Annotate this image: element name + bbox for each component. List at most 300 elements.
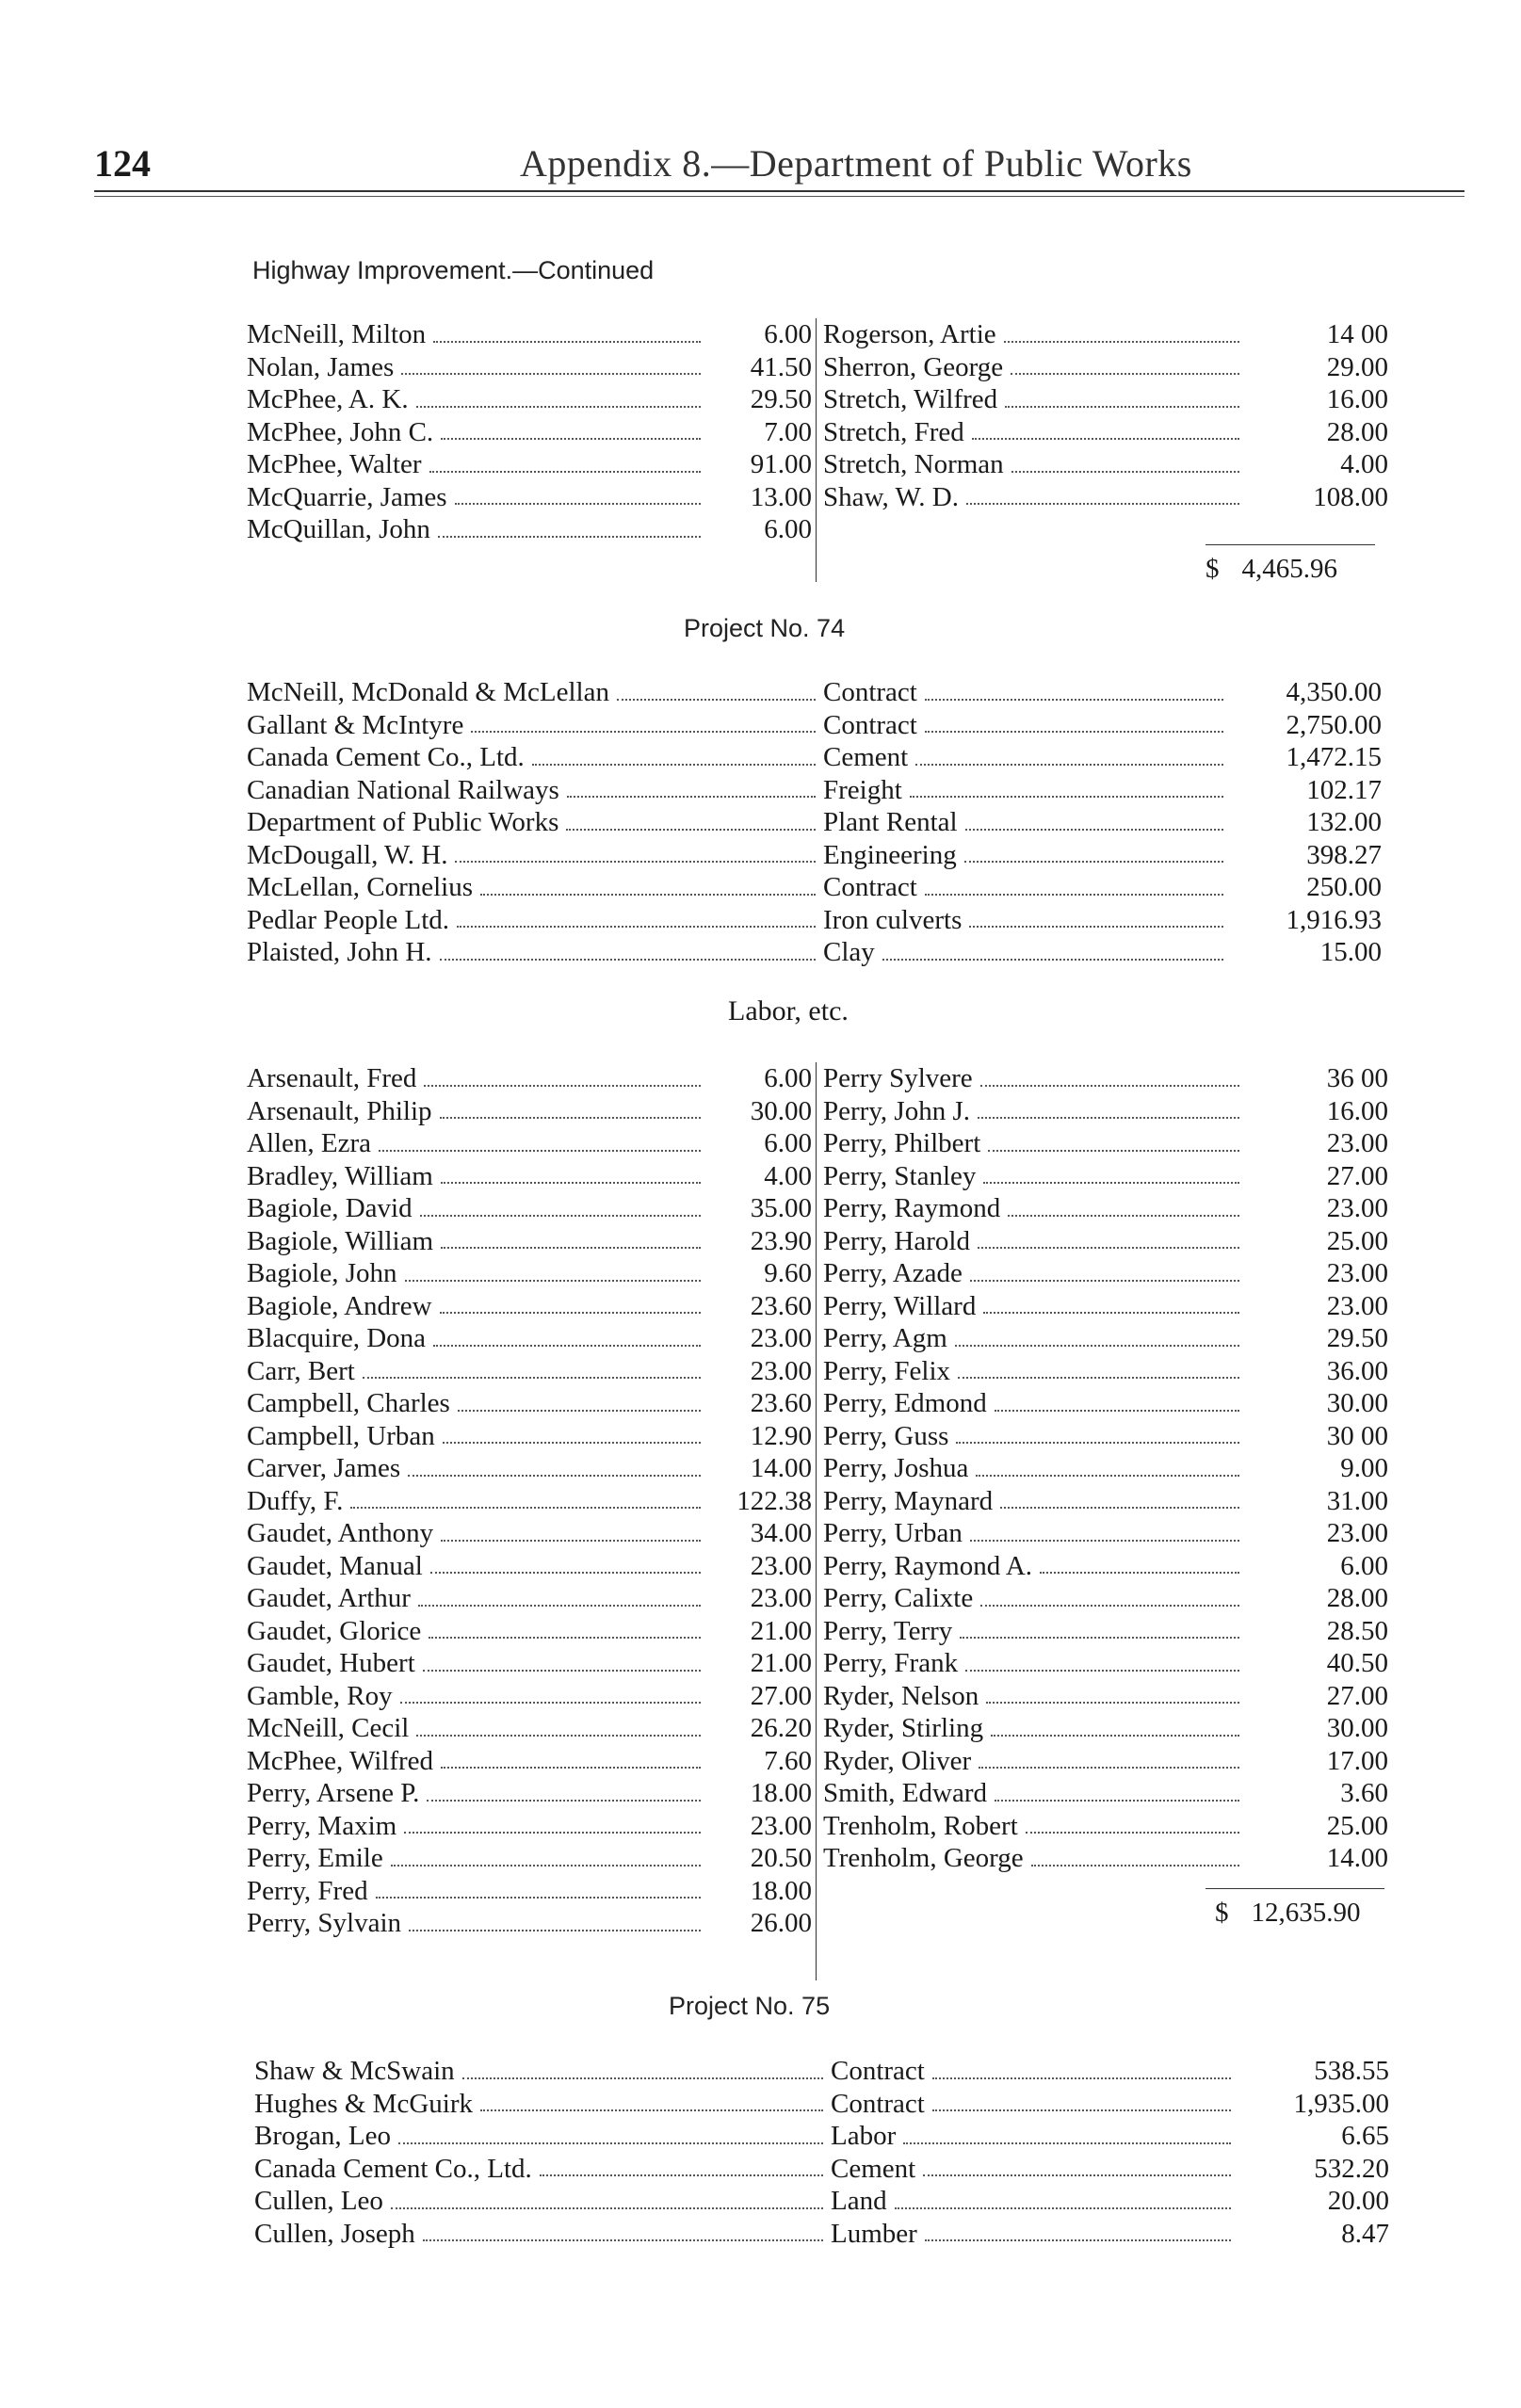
- entry-name: Campbell, Urban: [247, 1420, 435, 1451]
- table-row: [247, 448, 812, 481]
- entry-amount: 9.60: [764, 1258, 812, 1288]
- leader-dots: [1004, 341, 1239, 343]
- highway-right-column: [823, 318, 1388, 513]
- leader-dots: [995, 1800, 1239, 1802]
- entry-description: Plant Rental: [823, 807, 958, 837]
- leader-dots: [416, 406, 701, 408]
- leader-dots: [480, 894, 816, 896]
- entry-amount: 25.00: [1326, 1810, 1388, 1841]
- entry-name: Campbell, Charles: [247, 1388, 450, 1418]
- entry-amount: 6.00: [764, 1128, 812, 1158]
- leader-dots: [350, 1507, 701, 1509]
- entry-name: Perry, Joshua: [823, 1453, 969, 1483]
- entry-name: Hughes & McGuirk: [254, 2088, 473, 2119]
- leader-dots: [617, 699, 816, 701]
- entry-name: Rogerson, Artie: [823, 319, 996, 349]
- table-row: [247, 1842, 812, 1875]
- leader-dots: [567, 796, 816, 798]
- labor-total: [1215, 1898, 1361, 1929]
- table-row: [823, 1842, 1388, 1875]
- entry-name: Ryder, Oliver: [823, 1745, 972, 1776]
- leader-dots: [455, 503, 701, 505]
- leader-dots: [441, 1540, 701, 1542]
- leader-dots: [455, 861, 816, 863]
- entry-name: Shaw & McSwain: [254, 2056, 455, 2086]
- entry-name: Canadian National Railways: [247, 774, 559, 805]
- entry-name: Perry, Emile: [247, 1843, 383, 1873]
- entry-description: Land: [831, 2186, 887, 2216]
- entry-name: Plaisted, John H.: [247, 937, 432, 967]
- entry-name: Trenholm, George: [823, 1843, 1024, 1873]
- entry-name: Bagiole, Andrew: [247, 1290, 432, 1321]
- entry-amount: 25.00: [1326, 1225, 1388, 1256]
- entry-amount: 108.00: [1313, 481, 1388, 512]
- entry-name: Cullen, Leo: [254, 2186, 383, 2216]
- table-row: [823, 1810, 1388, 1843]
- leader-dots: [965, 1670, 1239, 1672]
- entry-description: Contract: [831, 2056, 925, 2086]
- table-row: [247, 1322, 812, 1355]
- entry-name: Perry, Arsene P.: [247, 1778, 420, 1808]
- table-row: [254, 2185, 1389, 2218]
- table-row: [823, 1387, 1388, 1420]
- entry-amount: 23.90: [750, 1225, 812, 1256]
- entry-amount: 102.17: [1306, 774, 1382, 805]
- entry-amount: 9.00: [1340, 1453, 1388, 1483]
- leader-dots: [532, 764, 816, 766]
- entry-name: Gamble, Roy: [247, 1680, 393, 1711]
- table-row: [823, 1095, 1388, 1128]
- entry-name: Perry, Willard: [823, 1290, 977, 1321]
- entry-amount: 12.90: [750, 1420, 812, 1451]
- entry-description: Labor: [831, 2121, 897, 2151]
- table-row: [247, 1615, 812, 1648]
- table-row: [247, 1907, 812, 1940]
- entry-name: Canada Cement Co., Ltd.: [254, 2153, 532, 2184]
- entry-name: Brogan, Leo: [254, 2121, 391, 2151]
- leader-dots: [983, 1312, 1239, 1314]
- entry-name: Arsenault, Philip: [247, 1095, 432, 1126]
- leader-dots: [420, 1215, 701, 1217]
- entry-amount: 13.00: [750, 481, 812, 512]
- entry-name: Carver, James: [247, 1453, 401, 1483]
- table-row: [823, 1355, 1388, 1388]
- leader-dots: [932, 2109, 1231, 2111]
- section-heading-project-75: Project No. 75: [669, 1992, 831, 2020]
- entry-amount: 23.00: [1326, 1193, 1388, 1223]
- entry-amount: 28.00: [1326, 416, 1388, 447]
- table-row: [823, 318, 1388, 351]
- table-row: [823, 1680, 1388, 1713]
- leader-dots: [441, 1182, 701, 1184]
- entry-name: Stretch, Norman: [823, 449, 1004, 479]
- table-row: [247, 1387, 812, 1420]
- entry-amount: 31.00: [1326, 1485, 1388, 1516]
- leader-dots: [457, 926, 816, 928]
- leader-dots: [423, 2239, 823, 2241]
- total-currency: $: [1205, 554, 1220, 584]
- entry-amount: 21.00: [750, 1615, 812, 1646]
- highway-table: [247, 318, 1391, 563]
- entry-name: Gaudet, Anthony: [247, 1518, 434, 1548]
- entry-name: Perry, Raymond A.: [823, 1550, 1033, 1581]
- page-title: Appendix 8.—Department of Public Works: [520, 142, 1192, 185]
- entry-amount: 4.00: [764, 1160, 812, 1191]
- entry-name: Cullen, Joseph: [254, 2218, 415, 2249]
- leader-dots: [986, 1702, 1239, 1704]
- table-row: [247, 1257, 812, 1290]
- entry-amount: 34.00: [750, 1518, 812, 1548]
- table-row: [823, 481, 1388, 514]
- leader-dots: [424, 1085, 701, 1087]
- entry-name: Pedlar People Ltd.: [247, 904, 450, 935]
- entry-description: Contract: [823, 709, 917, 740]
- entry-name: Arsenault, Fred: [247, 1063, 417, 1093]
- leader-dots: [1026, 1832, 1239, 1834]
- entry-name: Perry, Urban: [823, 1518, 963, 1548]
- leader-dots: [398, 2142, 823, 2144]
- entry-name: Perry, Azade: [823, 1258, 963, 1288]
- table-row: [247, 1875, 812, 1908]
- leader-dots: [972, 438, 1239, 440]
- table-row: [247, 1192, 812, 1225]
- leader-dots: [965, 829, 1223, 831]
- table-row: [823, 1582, 1388, 1615]
- leader-dots: [566, 829, 816, 831]
- entry-amount: 36.00: [1326, 1355, 1388, 1386]
- leader-dots: [932, 2077, 1231, 2079]
- leader-dots: [433, 341, 701, 343]
- entry-amount: 27.00: [1326, 1160, 1388, 1191]
- column-divider: [816, 318, 817, 582]
- table-row: [247, 416, 812, 449]
- entry-amount: 23.00: [750, 1323, 812, 1353]
- leader-dots: [1011, 471, 1239, 473]
- leader-dots: [433, 1345, 701, 1347]
- entry-name: Perry, Calixte: [823, 1583, 974, 1613]
- table-row: [247, 1452, 812, 1485]
- entry-name: McPhee, Walter: [247, 449, 422, 479]
- entry-amount: 23.60: [750, 1290, 812, 1321]
- entry-name: McNeill, McDonald & McLellan: [247, 677, 609, 707]
- labor-table: [247, 1062, 1391, 1966]
- table-row: [247, 1127, 812, 1160]
- entry-name: McPhee, John C.: [247, 416, 434, 447]
- table-row: [247, 936, 1382, 969]
- entry-name: Perry, Edmond: [823, 1388, 987, 1418]
- table-row: [823, 1745, 1388, 1778]
- leader-dots: [995, 1410, 1239, 1412]
- entry-description: Iron culverts: [823, 904, 963, 935]
- leader-dots: [376, 1897, 701, 1899]
- entry-amount: 35.00: [750, 1193, 812, 1223]
- project-75-table: [254, 2055, 1389, 2250]
- entry-amount: 122.38: [736, 1485, 812, 1516]
- table-row: [823, 1420, 1388, 1453]
- table-row: [823, 351, 1388, 384]
- table-row: [247, 351, 812, 384]
- entry-amount: 23.00: [1326, 1518, 1388, 1548]
- leader-dots: [471, 731, 816, 733]
- entry-name: McDougall, W. H.: [247, 839, 448, 870]
- entry-amount: 538.55: [1314, 2056, 1389, 2086]
- table-row: [823, 1647, 1388, 1680]
- entry-amount: 7.00: [764, 416, 812, 447]
- leader-dots: [988, 1150, 1239, 1152]
- entry-name: McNeill, Milton: [247, 319, 427, 349]
- leader-dots: [978, 1247, 1239, 1249]
- table-row: [823, 1712, 1388, 1745]
- entry-amount: 6.00: [1340, 1550, 1388, 1581]
- leader-dots: [438, 536, 701, 538]
- table-row: [247, 806, 1382, 839]
- entry-name: Gaudet, Arthur: [247, 1583, 411, 1613]
- entry-name: Duffy, F.: [247, 1485, 344, 1516]
- labor-right-column: [823, 1062, 1388, 1875]
- entry-amount: 30.00: [750, 1095, 812, 1126]
- leader-dots: [441, 1767, 701, 1769]
- entry-amount: 30.00: [1326, 1388, 1388, 1418]
- entry-name: Perry, Felix: [823, 1355, 951, 1386]
- entry-name: Perry Sylvere: [823, 1063, 973, 1093]
- section-heading-project-74: Project No. 74: [684, 614, 846, 642]
- entry-name: Bagiole, David: [247, 1193, 413, 1223]
- leader-dots: [440, 959, 816, 961]
- entry-amount: 8.47: [1341, 2218, 1389, 2249]
- entry-amount: 91.00: [750, 449, 812, 479]
- entry-name: McLellan, Cornelius: [247, 872, 474, 902]
- leader-dots: [441, 1247, 701, 1249]
- entry-name: Perry, Frank: [823, 1648, 959, 1678]
- table-row: [823, 1290, 1388, 1323]
- total-amount: 12,635.90: [1251, 1898, 1361, 1928]
- entry-description: Engineering: [823, 839, 957, 870]
- leader-dots: [991, 1735, 1239, 1737]
- entry-name: Ryder, Stirling: [823, 1713, 984, 1743]
- leader-dots: [427, 1800, 701, 1802]
- entry-name: McQuillan, John: [247, 514, 430, 544]
- entry-amount: 41.50: [750, 351, 812, 382]
- entry-amount: 26.20: [750, 1713, 812, 1743]
- entry-amount: 250.00: [1306, 872, 1382, 902]
- table-row: [247, 1517, 812, 1550]
- entry-name: Gaudet, Manual: [247, 1550, 423, 1581]
- entry-name: Perry, Guss: [823, 1420, 949, 1451]
- leader-dots: [409, 1930, 701, 1931]
- entry-description: Contract: [831, 2088, 925, 2119]
- table-row: [247, 318, 812, 351]
- table-row: [823, 1127, 1388, 1160]
- table-row: [823, 1160, 1388, 1193]
- entry-amount: 6.00: [764, 1063, 812, 1093]
- entry-name: Perry, John J.: [823, 1095, 971, 1126]
- entry-name: Sherron, George: [823, 351, 1004, 382]
- leader-dots: [969, 926, 1223, 928]
- entry-amount: 29.50: [1326, 1323, 1388, 1353]
- table-row: [247, 1062, 812, 1095]
- leader-dots: [882, 959, 1223, 961]
- entry-name: Perry, Sylvain: [247, 1908, 402, 1938]
- entry-amount: 23.00: [1326, 1290, 1388, 1321]
- entry-name: Bagiole, John: [247, 1258, 397, 1288]
- table-row: [247, 741, 1382, 774]
- entry-name: McQuarrie, James: [247, 481, 447, 512]
- table-row: [823, 1257, 1388, 1290]
- entry-amount: 36 00: [1326, 1063, 1388, 1093]
- entry-name: Carr, Bert: [247, 1355, 355, 1386]
- leader-dots: [1000, 1507, 1239, 1509]
- total-rule: [1205, 1888, 1384, 1889]
- entry-amount: 1,935.00: [1293, 2088, 1389, 2119]
- entry-amount: 14.00: [1326, 1843, 1388, 1873]
- table-row: [254, 2088, 1389, 2121]
- leader-dots: [441, 438, 701, 440]
- table-row: [247, 904, 1382, 937]
- table-row: [247, 1777, 812, 1810]
- entry-description: Cement: [823, 742, 909, 772]
- page-number: 124: [94, 142, 151, 185]
- entry-amount: 398.27: [1306, 839, 1382, 870]
- entry-name: Blacquire, Dona: [247, 1323, 427, 1353]
- highway-left-column: [247, 318, 812, 546]
- entry-amount: 27.00: [1326, 1680, 1388, 1711]
- entry-amount: 23.00: [750, 1550, 812, 1581]
- table-row: [247, 1095, 812, 1128]
- table-row: [823, 1452, 1388, 1485]
- entry-name: Perry, Maxim: [247, 1810, 397, 1841]
- leader-dots: [400, 1702, 701, 1704]
- leader-dots: [1031, 1865, 1239, 1867]
- entry-amount: 15.00: [1319, 937, 1382, 967]
- table-row: [247, 481, 812, 514]
- entry-name: McPhee, Wilfred: [247, 1745, 434, 1776]
- entry-name: Perry, Stanley: [823, 1160, 977, 1191]
- entry-description: Clay: [823, 937, 875, 967]
- table-row: [247, 1680, 812, 1713]
- leader-dots: [1008, 1215, 1239, 1217]
- table-row: [247, 1550, 812, 1583]
- entry-amount: 27.00: [750, 1680, 812, 1711]
- entry-name: Stretch, Wilfred: [823, 384, 998, 414]
- entry-amount: 3.60: [1340, 1778, 1388, 1808]
- leader-dots: [925, 2239, 1231, 2241]
- entry-name: Department of Public Works: [247, 807, 559, 837]
- entry-name: Canada Cement Co., Ltd.: [247, 742, 525, 772]
- entry-name: Ryder, Nelson: [823, 1680, 979, 1711]
- entry-amount: 14.00: [750, 1453, 812, 1483]
- leader-dots: [391, 2207, 823, 2209]
- entry-amount: 2,750.00: [1286, 709, 1382, 740]
- entry-name: Perry, Maynard: [823, 1485, 994, 1516]
- table-row: [823, 1062, 1388, 1095]
- entry-name: Gaudet, Glorice: [247, 1615, 422, 1646]
- entry-name: Bagiole, William: [247, 1225, 434, 1256]
- entry-amount: 23.60: [750, 1388, 812, 1418]
- table-row: [247, 839, 1382, 872]
- leader-dots: [1040, 1572, 1239, 1574]
- entry-amount: 14 00: [1326, 319, 1388, 349]
- table-row: [247, 1485, 812, 1518]
- table-row: [247, 871, 1382, 904]
- entry-amount: 16.00: [1326, 384, 1388, 414]
- entry-amount: 6.00: [764, 319, 812, 349]
- entry-amount: 23.00: [1326, 1258, 1388, 1288]
- table-row: [823, 1550, 1388, 1583]
- entry-name: Perry, Harold: [823, 1225, 970, 1256]
- leader-dots: [1005, 406, 1239, 408]
- entry-amount: 23.00: [1326, 1128, 1388, 1158]
- table-row: [247, 1582, 812, 1615]
- entry-name: Perry, Terry: [823, 1615, 953, 1646]
- table-row: [247, 1290, 812, 1323]
- entry-name: Perry, Philbert: [823, 1128, 981, 1158]
- section-heading-labor: Labor, etc.: [728, 995, 849, 1026]
- table-row: [247, 383, 812, 416]
- leader-dots: [443, 1442, 701, 1444]
- table-row: [254, 2218, 1389, 2251]
- table-row: [247, 1225, 812, 1258]
- leader-dots: [980, 1605, 1239, 1607]
- table-row: [247, 1810, 812, 1843]
- entry-amount: 21.00: [750, 1648, 812, 1678]
- leader-dots: [1011, 373, 1239, 375]
- entry-amount: 17.00: [1326, 1745, 1388, 1776]
- entry-name: Trenholm, Robert: [823, 1810, 1018, 1841]
- entry-name: Smith, Edward: [823, 1778, 987, 1808]
- page-header: [94, 141, 1464, 198]
- table-row: [254, 2153, 1389, 2186]
- entry-name: Perry, Agm: [823, 1323, 947, 1353]
- leader-dots: [979, 1767, 1239, 1769]
- leader-dots: [925, 699, 1223, 701]
- section-heading-highway: Highway Improvement.—Continued: [252, 256, 655, 284]
- leader-dots: [405, 1280, 702, 1282]
- entry-amount: 28.00: [1326, 1583, 1388, 1613]
- table-row: [823, 1192, 1388, 1225]
- entry-amount: 18.00: [750, 1778, 812, 1808]
- entry-amount: 29.00: [1326, 351, 1388, 382]
- entry-amount: 6.00: [764, 514, 812, 544]
- entry-name: Allen, Ezra: [247, 1128, 372, 1158]
- leader-dots: [416, 1735, 701, 1737]
- leader-dots: [983, 1182, 1239, 1184]
- entry-amount: 1,916.93: [1286, 904, 1382, 935]
- leader-dots: [440, 1312, 701, 1314]
- table-row: [247, 774, 1382, 807]
- leader-dots: [925, 731, 1223, 733]
- table-row: [254, 2120, 1389, 2153]
- entry-amount: 29.50: [750, 384, 812, 414]
- leader-dots: [440, 1117, 701, 1119]
- table-row: [247, 513, 812, 546]
- table-row: [247, 1160, 812, 1193]
- leader-dots: [458, 1410, 701, 1412]
- entry-amount: 18.00: [750, 1875, 812, 1906]
- leader-dots: [391, 1865, 701, 1867]
- entry-amount: 7.60: [764, 1745, 812, 1776]
- table-row: [823, 383, 1388, 416]
- entry-amount: 20.50: [750, 1843, 812, 1873]
- leader-dots: [379, 1150, 701, 1152]
- leader-dots: [915, 764, 1223, 766]
- table-row: [823, 1485, 1388, 1518]
- entry-amount: 6.65: [1341, 2121, 1389, 2151]
- total-currency: $: [1215, 1898, 1229, 1928]
- entry-name: Nolan, James: [247, 351, 395, 382]
- leader-dots: [895, 2207, 1231, 2209]
- entry-description: Contract: [823, 872, 917, 902]
- entry-amount: 30.00: [1326, 1713, 1388, 1743]
